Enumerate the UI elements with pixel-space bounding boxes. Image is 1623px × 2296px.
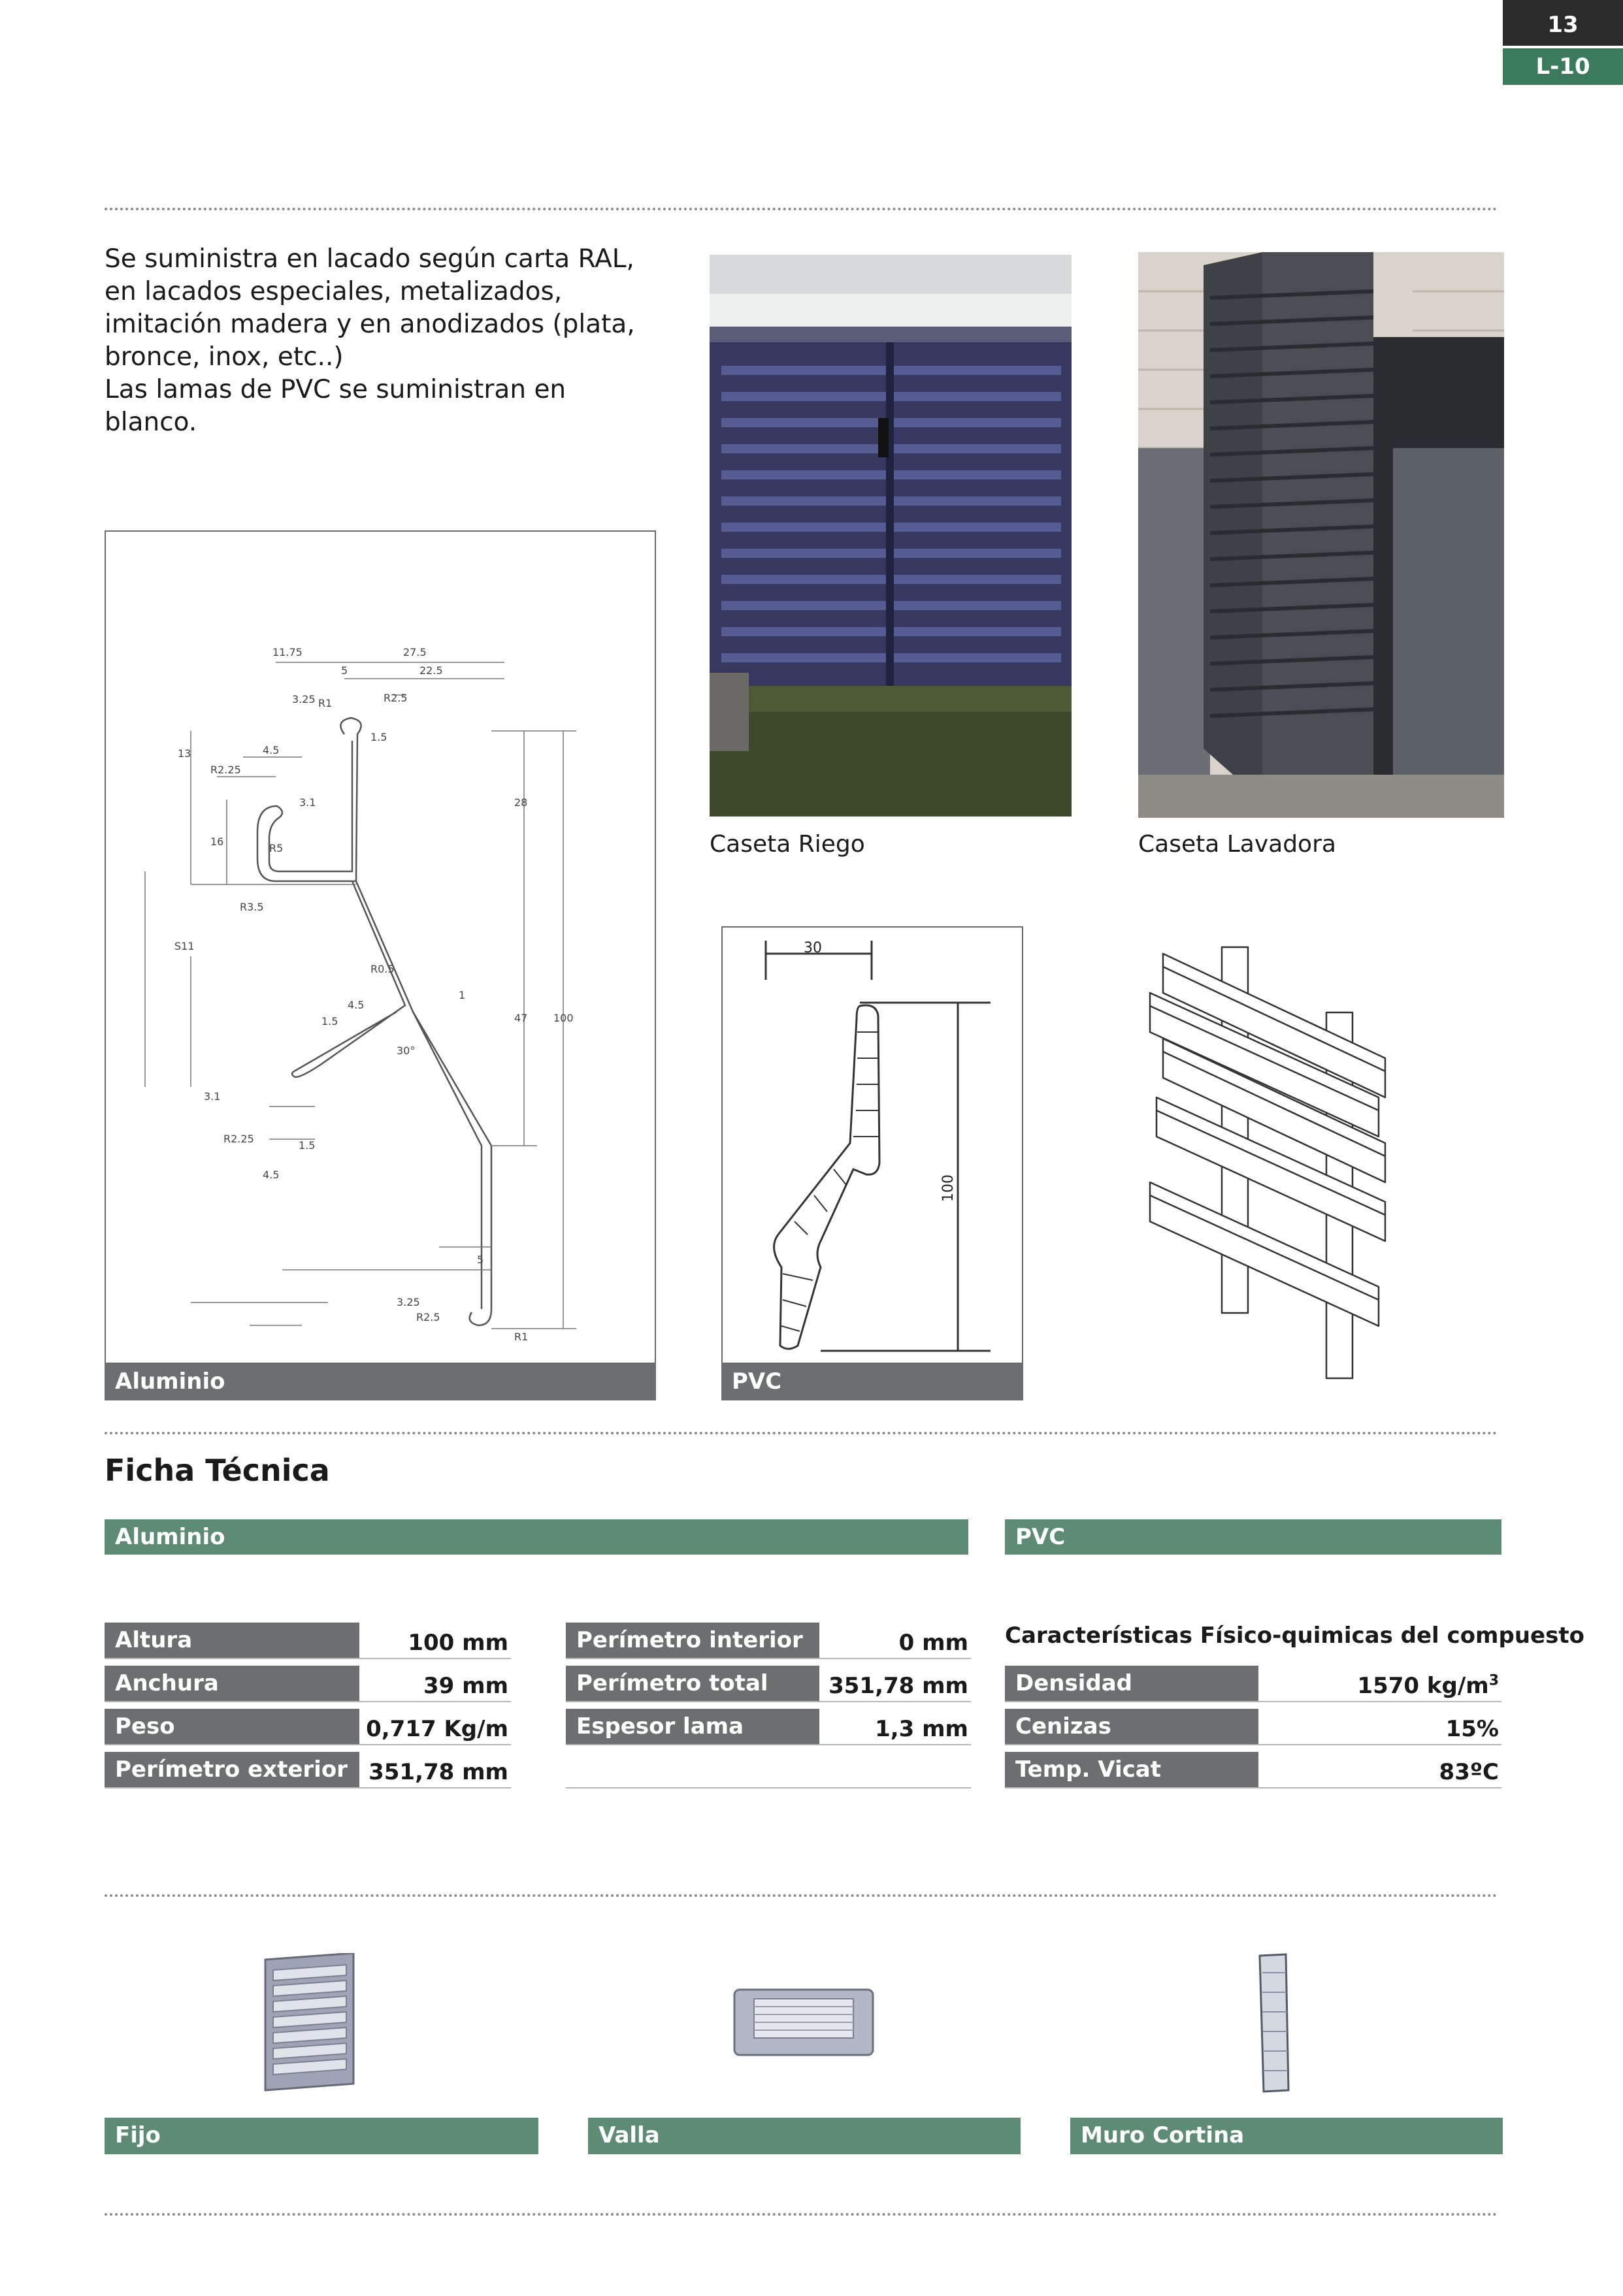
assembly-drawing bbox=[1137, 934, 1398, 1385]
dim-label: R2.25 bbox=[210, 764, 241, 776]
product-fijo-image bbox=[259, 1953, 357, 2094]
spec-row bbox=[1005, 1752, 1501, 1788]
spec-value: 100 mm bbox=[408, 1630, 508, 1656]
spec-value: 0,717 Kg/m bbox=[366, 1716, 508, 1742]
photo-caseta-lavadora bbox=[1138, 252, 1504, 818]
ficha-pvc-header: PVC bbox=[1005, 1519, 1501, 1555]
spec-label: Densidad bbox=[1005, 1666, 1258, 1701]
separator-mid bbox=[105, 1432, 1498, 1434]
dim-label: 3.25 bbox=[397, 1296, 420, 1308]
spec-row bbox=[1005, 1666, 1501, 1702]
photo-caseta-riego bbox=[710, 255, 1072, 817]
intro-text bbox=[105, 243, 693, 439]
intro-line: en lacados especiales, metalizados, bbox=[105, 277, 563, 306]
dim-label: 3.25 bbox=[292, 693, 316, 705]
spec-label: Altura bbox=[105, 1623, 359, 1658]
dim-label: 5 bbox=[477, 1253, 484, 1266]
product-valla-image bbox=[732, 1983, 876, 2059]
intro-line: Las lamas de PVC se suministran en bbox=[105, 375, 566, 404]
dim-label: R3.5 bbox=[240, 901, 264, 913]
ficha-aluminio-header: Aluminio bbox=[105, 1519, 968, 1555]
separator-bottom bbox=[105, 2213, 1498, 2216]
label-pvc-profile: PVC bbox=[721, 1364, 1023, 1400]
dim-label: 47 bbox=[514, 1012, 528, 1024]
spec-value: 351,78 mm bbox=[828, 1673, 968, 1699]
spec-row bbox=[1005, 1709, 1501, 1745]
intro-line: blanco. bbox=[105, 408, 197, 437]
spec-value: 1,3 mm bbox=[875, 1716, 968, 1742]
dim-label: R5 bbox=[269, 842, 284, 854]
page-code: L-10 bbox=[1503, 48, 1623, 85]
dim-label: R2.5 bbox=[384, 692, 408, 704]
intro-line: imitación madera y en anodizados (plata, bbox=[105, 310, 635, 339]
spec-value: 39 mm bbox=[423, 1673, 508, 1699]
dim-label: 3.1 bbox=[299, 796, 316, 809]
dim-label: 22.5 bbox=[419, 664, 443, 677]
spec-label: Temp. Vicat bbox=[1005, 1752, 1258, 1787]
dim-label: 30 bbox=[804, 940, 822, 956]
spec-row bbox=[566, 1709, 971, 1745]
spec-row bbox=[105, 1623, 511, 1659]
spec-label: Anchura bbox=[105, 1666, 359, 1701]
intro-line: Se suministra en lacado según carta RAL, bbox=[105, 244, 634, 274]
dim-label: 28 bbox=[514, 796, 528, 809]
product-muro-cortina-image bbox=[1254, 1953, 1294, 2094]
spec-value: 351,78 mm bbox=[369, 1759, 508, 1785]
spec-row bbox=[566, 1666, 971, 1702]
dim-label: 100 bbox=[940, 1174, 957, 1202]
pvc-profile-frame bbox=[721, 926, 1023, 1364]
spec-value-text: 1570 kg/m bbox=[1357, 1673, 1489, 1699]
product-muro-cortina-label: Muro Cortina bbox=[1070, 2118, 1503, 2154]
spec-label: Perímetro total bbox=[566, 1666, 819, 1701]
spec-label: Perímetro interior bbox=[566, 1623, 819, 1658]
dim-label: R1 bbox=[514, 1331, 529, 1343]
spec-value-sup: 3 bbox=[1488, 1672, 1499, 1689]
dim-label: R0.5 bbox=[370, 963, 395, 975]
dim-label: R2.5 bbox=[416, 1311, 440, 1323]
dim-label: 27.5 bbox=[403, 646, 427, 658]
dim-label: R1 bbox=[318, 697, 333, 709]
dim-label: 4.5 bbox=[263, 1169, 280, 1181]
spec-label: Perímetro exterior bbox=[105, 1752, 359, 1787]
dim-label: R2.25 bbox=[223, 1133, 254, 1145]
dim-label: 11.75 bbox=[272, 646, 303, 658]
intro-line: bronce, inox, etc..) bbox=[105, 342, 344, 372]
pvc-compound-heading: Características Físico-quimicas del compuesto bbox=[1005, 1623, 1584, 1649]
spec-value bbox=[1357, 1666, 1499, 1701]
product-fijo-label: Fijo bbox=[105, 2118, 538, 2154]
dim-label: 1.5 bbox=[321, 1015, 338, 1027]
dim-label: 13 bbox=[178, 747, 191, 760]
spec-row bbox=[105, 1752, 511, 1788]
dim-label: 1.5 bbox=[370, 731, 387, 743]
dim-label: 1 bbox=[459, 989, 466, 1001]
spec-value: 0 mm bbox=[898, 1630, 968, 1656]
dim-label: S11 bbox=[174, 940, 195, 952]
dim-label: 100 bbox=[553, 1012, 574, 1024]
spec-value: 83ºC bbox=[1439, 1759, 1499, 1785]
spec-row bbox=[566, 1623, 971, 1659]
separator-lower bbox=[105, 1894, 1498, 1897]
dim-label: 16 bbox=[210, 835, 224, 848]
dim-label: 4.5 bbox=[263, 744, 280, 756]
caption-caseta-lavadora: Caseta Lavadora bbox=[1138, 831, 1336, 858]
aluminio-profile-frame bbox=[105, 530, 656, 1364]
spec-label: Peso bbox=[105, 1709, 359, 1744]
product-valla-label: Valla bbox=[588, 2118, 1021, 2154]
label-aluminio-profile: Aluminio bbox=[105, 1364, 656, 1400]
dim-label: 3.1 bbox=[204, 1090, 221, 1103]
spec-label: Espesor lama bbox=[566, 1709, 819, 1744]
page-number: 13 bbox=[1503, 0, 1623, 46]
caption-caseta-riego: Caseta Riego bbox=[710, 831, 865, 858]
spec-row-empty bbox=[566, 1752, 971, 1788]
spec-label: Cenizas bbox=[1005, 1709, 1258, 1744]
dim-label: 5 bbox=[341, 664, 348, 677]
dim-label: 30° bbox=[397, 1044, 416, 1057]
separator-top bbox=[105, 208, 1498, 210]
spec-row bbox=[105, 1666, 511, 1702]
dim-label: 1.5 bbox=[299, 1139, 316, 1152]
ficha-title: Ficha Técnica bbox=[105, 1453, 330, 1488]
spec-value: 15% bbox=[1445, 1716, 1499, 1742]
spec-row bbox=[105, 1709, 511, 1745]
dim-label: 4.5 bbox=[348, 999, 365, 1011]
